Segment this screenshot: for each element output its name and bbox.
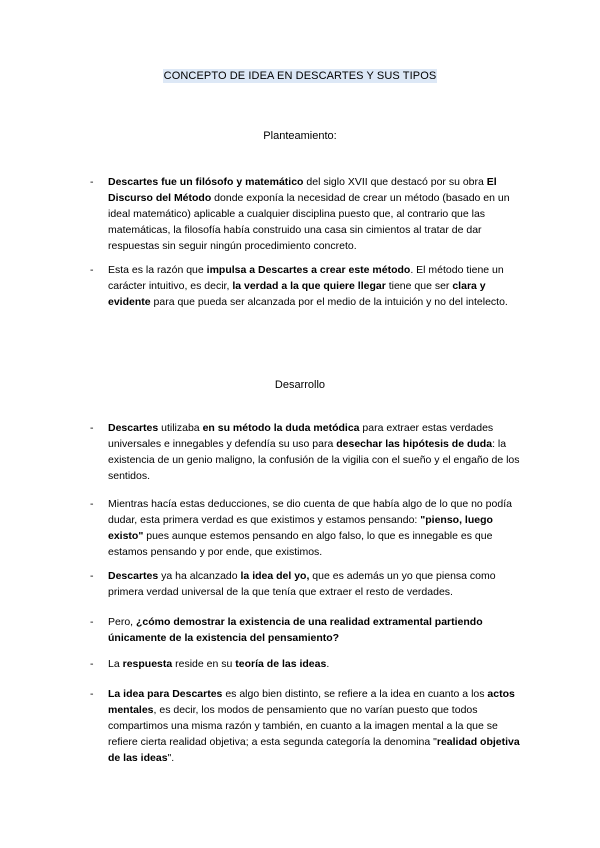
list-item-text: [108, 656, 530, 672]
text-run: La: [108, 658, 123, 670]
list-item-text: [108, 420, 530, 484]
text-run: donde exponía la necesidad de crear un método (basado en un ideal matemático) aplicable a cualquier disciplina puesto que, al contrario que las matemáticas, la filosofía había construido una casa sin cimientos al tratar de dar respuestas sin seguir ningún procedimiento concreto.: [108, 192, 510, 252]
document-title: [0, 70, 600, 82]
bold-text: la verdad a la que quiere llegar: [232, 280, 386, 292]
list-item: [90, 568, 530, 600]
bold-text: El Discurso del Método: [108, 176, 497, 204]
bold-text: Descartes: [108, 422, 159, 434]
title-text: CONCEPTO DE IDEA EN DESCARTES Y SUS TIPOS: [163, 70, 437, 82]
section-heading-desarrollo: Desarrollo: [274, 379, 326, 391]
text-run: para que pueda ser alcanzada por el medio de la intuición y no del intelecto.: [150, 296, 508, 308]
text-run: .: [326, 658, 330, 670]
bold-text: La idea para Descartes: [108, 688, 223, 700]
list-item-text: [108, 496, 530, 560]
bold-text: realidad objetiva de las ideas: [108, 736, 520, 764]
text-run: para extraer estas verdades universales e innegables y defendía su uso para: [108, 422, 494, 450]
text-run: que es además un yo que piensa como primera verdad universal de la que tenía que extraer el resto de verdades.: [108, 570, 496, 598]
text-run: , es decir, los modos de pensamiento que no varían puesto que todos compartimos una misma razón y también, en cuanto a la imagen mental a la que se refiere cierta realidad objetiva; a esta segunda categoría la denomina ": [108, 704, 498, 748]
list-item-text: [108, 614, 530, 646]
section-heading-planteamiento: Planteamiento:: [263, 130, 337, 142]
list-item: [90, 262, 530, 310]
text-run: pues aunque estemos pensando en algo falso, lo que es innegable es que estamos pensando y por ende, que existimos.: [108, 530, 493, 558]
list-dash: -: [90, 498, 94, 510]
bold-text: Descartes: [108, 570, 159, 582]
list-item: [90, 614, 530, 646]
text-run: es algo bien distinto, se refiere a la idea en cuanto a los: [222, 688, 488, 700]
bold-text: desechar las hipótesis de duda: [336, 438, 493, 450]
list-dash: -: [90, 658, 94, 670]
list-item-text: [108, 686, 530, 766]
bold-text: "pienso, luego existo": [108, 514, 493, 542]
list-item: [90, 420, 530, 484]
text-run: ".: [167, 752, 175, 764]
bold-text: ¿cómo demostrar la existencia de una realidad extramental partiendo únicamente de la existencia del pensamiento?: [108, 616, 483, 644]
bold-text: Descartes fue un filósofo y matemático: [108, 176, 304, 188]
list-dash: -: [90, 570, 94, 582]
text-run: : la existencia de un genio maligno, la confusión de la vigilia con el sueño y el engaño de los sentidos.: [108, 438, 520, 482]
bold-text: clara y evidente: [108, 280, 486, 308]
list-item: [90, 656, 530, 672]
bold-text: teoría de las ideas: [235, 658, 327, 670]
text-run: Pero,: [108, 616, 137, 628]
list-dash: -: [90, 176, 94, 188]
text-run: Mientras hacía estas deducciones, se dio cuenta de que había algo de lo que no podía dudar, esta primera verdad es que existimos y estamos pensando:: [108, 498, 512, 526]
text-run: reside en su: [172, 658, 236, 670]
list-dash: -: [90, 616, 94, 628]
bold-text: en su método la duda metódica: [202, 422, 360, 434]
list-item: [90, 174, 530, 254]
list-item: [90, 496, 530, 560]
text-run: del siglo XVII que destacó por su obra: [303, 176, 487, 188]
text-run: utilizaba: [158, 422, 203, 434]
text-run: . El método tiene un carácter intuitivo, es decir,: [108, 264, 504, 292]
text-run: Esta es la razón que: [108, 264, 207, 276]
list-item-text: [108, 174, 530, 254]
bold-text: impulsa a Descartes a crear este método: [206, 264, 411, 276]
text-run: ya ha alcanzado: [158, 570, 241, 582]
list-item-text: [108, 262, 530, 310]
bold-text: actos mentales: [108, 688, 515, 716]
bold-text: respuesta: [122, 658, 173, 670]
list-item: [90, 686, 530, 766]
list-dash: -: [90, 422, 94, 434]
list-item-text: [108, 568, 530, 600]
text-run: tiene que ser: [385, 280, 453, 292]
list-dash: -: [90, 264, 94, 276]
list-dash: -: [90, 688, 94, 700]
bold-text: la idea del yo,: [240, 570, 310, 582]
